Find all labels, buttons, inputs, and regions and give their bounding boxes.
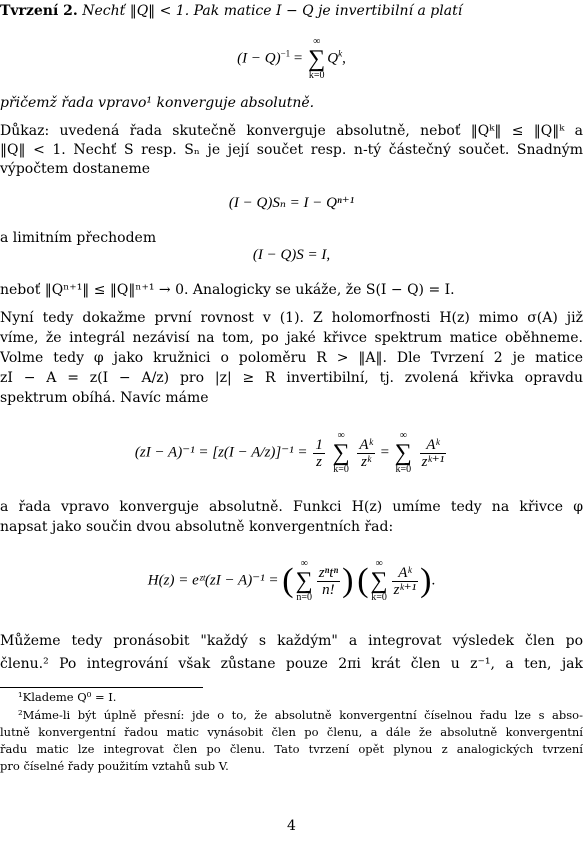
- footnote-2-line-2: lutně konvergentní řadou matic vynásobit člen po členu, a dále že absolutně konvergentní: [0, 725, 583, 739]
- eq5-frac2: [392, 565, 418, 598]
- para2-line-5: spektrum obíhá. Navíc máme: [0, 390, 209, 406]
- sum-symbol: ∑: [308, 46, 326, 72]
- footnote-rule: [0, 687, 203, 688]
- eq5-sum1-bottom: n=0: [296, 592, 312, 603]
- para4-line-2: členu.² Po integrování však zůstane pouze 2πi krát člen u z⁻¹, a ten, jak: [0, 656, 583, 672]
- eq4-equals: =: [380, 444, 390, 461]
- limit-conclusion: neboť ‖Qⁿ⁺¹‖ ≤ ‖Q‖ⁿ⁺¹ → 0. Analogicky se ukáže, že S(I − Q) = I.: [0, 282, 455, 298]
- footnote-2-line-3: řadu matic lze integrovat člen po členu. Tato tvrzení opět plynou z analogických tvrzení: [0, 742, 583, 756]
- footnote-1: ¹Klademe Q⁰ = I.: [18, 690, 117, 704]
- eq5-frac2-den: zᵏ⁺¹: [393, 581, 417, 598]
- eq4-sum2-top: ∞: [399, 430, 407, 441]
- right-paren: ): [342, 562, 354, 599]
- eq4-sum2-bottom: k=0: [395, 464, 412, 475]
- eq4-sum1: [333, 430, 350, 476]
- eq4-sum2: [395, 430, 412, 476]
- equation-neumann-series: [0, 36, 583, 82]
- eq4-frac2: [357, 437, 374, 470]
- left-paren: (: [357, 562, 369, 599]
- eq5-frac1-den: n!: [322, 581, 335, 598]
- sum-symbol: ∑: [370, 568, 388, 594]
- eq4-frac1-num: 1: [315, 436, 323, 453]
- eq1-lhs: (I − Q): [237, 50, 281, 67]
- equation-limit: (I − Q)S = I,: [252, 247, 331, 263]
- eq5-frac2-num: Aᵏ: [392, 565, 418, 582]
- equation-product-series: [0, 558, 583, 604]
- footnote-2-line-1: ²Máme-li být úplně přesní: jde o to, že absolutně konvergentní číselnou řadu lze s abso-: [18, 708, 583, 722]
- eq5-tail: .: [431, 572, 436, 589]
- eq1-term-exp: k: [338, 48, 343, 59]
- proof-line-1: Důkaz: uvedená řada skutečně konverguje absolutně, neboť ‖Qᵏ‖ ≤ ‖Q‖ᵏ a: [0, 123, 583, 139]
- page-number: 4: [287, 818, 296, 834]
- eq5-sum2-top: ∞: [375, 558, 383, 569]
- theorem-statement: [0, 2, 583, 20]
- eq1-lhs-exp: −1: [280, 48, 291, 59]
- theorem-conclusion: přičemž řada vpravo¹ konverguje absolutně.: [0, 95, 315, 111]
- eq5-sum2: [371, 558, 388, 604]
- eq4-frac1: [313, 437, 325, 470]
- eq5-sum1: [296, 558, 313, 604]
- eq4-frac1-den: z: [316, 453, 322, 470]
- eq4-frac3-den: zᵏ⁺¹: [421, 453, 445, 470]
- eq1-sum-top: ∞: [313, 36, 321, 47]
- para3-line-1: a řada vpravo konverguje absolutně. Funkci H(z) umíme tedy na křivce φ: [0, 499, 583, 515]
- eq5-sum1-top: ∞: [300, 558, 308, 569]
- limit-intro: a limitním přechodem: [0, 230, 157, 246]
- eq4-sum1-bottom: k=0: [333, 464, 349, 475]
- para2-line-4: zI − A = z(I − A/z) pro |z| ≥ R invertibilní, tj. zvolená křivka opravdu: [0, 370, 583, 386]
- eq4-frac2-den: zᵏ: [361, 453, 372, 470]
- eq1-term: Q: [327, 50, 339, 67]
- para2-line-2: víme, že integrál nezávisí na tom, po jaké křivce spektrum matice oběhneme.: [0, 330, 583, 346]
- left-paren: (: [282, 562, 294, 599]
- para2-line-3: Volme tedy φ jako kružnici o poloměru R > ‖A‖. Dle Tvrzení 2 je matice: [0, 350, 583, 366]
- eq5-sum2-bottom: k=0: [371, 592, 387, 603]
- theorem-label: Tvrzení 2.: [0, 3, 78, 19]
- sum-symbol: ∑: [332, 440, 350, 466]
- eq5-frac1: [317, 565, 340, 598]
- eq1-sum: [308, 36, 325, 82]
- eq5-lhs: H(z) = eᶻᵗ(zI − A)⁻¹ =: [147, 572, 279, 589]
- proof-line-3: výpočtem dostaneme: [0, 161, 151, 177]
- eq4-lhs: (zI − A)⁻¹ = [z(I − A/z)]⁻¹ =: [134, 444, 308, 461]
- right-paren: ): [420, 562, 432, 599]
- eq1-sum-bottom: k=0: [308, 70, 325, 81]
- theorem-hypothesis: Nechť ‖Q‖ < 1. Pak matice I − Q je invertibilní a platí: [82, 3, 463, 19]
- eq4-frac3-num: Aᵏ: [420, 437, 446, 454]
- footnote-2-line-4: pro číselné řady použitím vztahů sub V.: [0, 759, 229, 773]
- para2-line-1: Nyní tedy dokažme první rovnost v (1). Z holomorfnosti H(z) mimo σ(A) již: [0, 310, 583, 326]
- equation-partial-sum: (I − Q)Sₙ = I − Qⁿ⁺¹: [228, 195, 355, 211]
- eq5-frac1-num: zⁿtⁿ: [318, 564, 339, 581]
- eq4-sum1-top: ∞: [337, 430, 345, 441]
- equation-resolvent-series: [0, 430, 583, 476]
- proof-line-2: ‖Q‖ < 1. Nechť S resp. Sₙ je její součet resp. n-tý částečný součet. Snadným: [0, 142, 583, 158]
- para4-line-1: Můžeme tedy pronásobit "každý s každým" a integrovat výsledek člen po: [0, 633, 583, 649]
- eq4-frac2-num: Aᵏ: [359, 436, 373, 453]
- sum-symbol: ∑: [295, 568, 313, 594]
- eq1-equals: =: [293, 50, 303, 67]
- sum-symbol: ∑: [394, 440, 412, 466]
- eq1-tail: ,: [342, 50, 346, 67]
- para3-line-2: napsat jako součin dvou absolutně konvergentních řad:: [0, 519, 394, 535]
- eq4-frac3: [420, 437, 446, 470]
